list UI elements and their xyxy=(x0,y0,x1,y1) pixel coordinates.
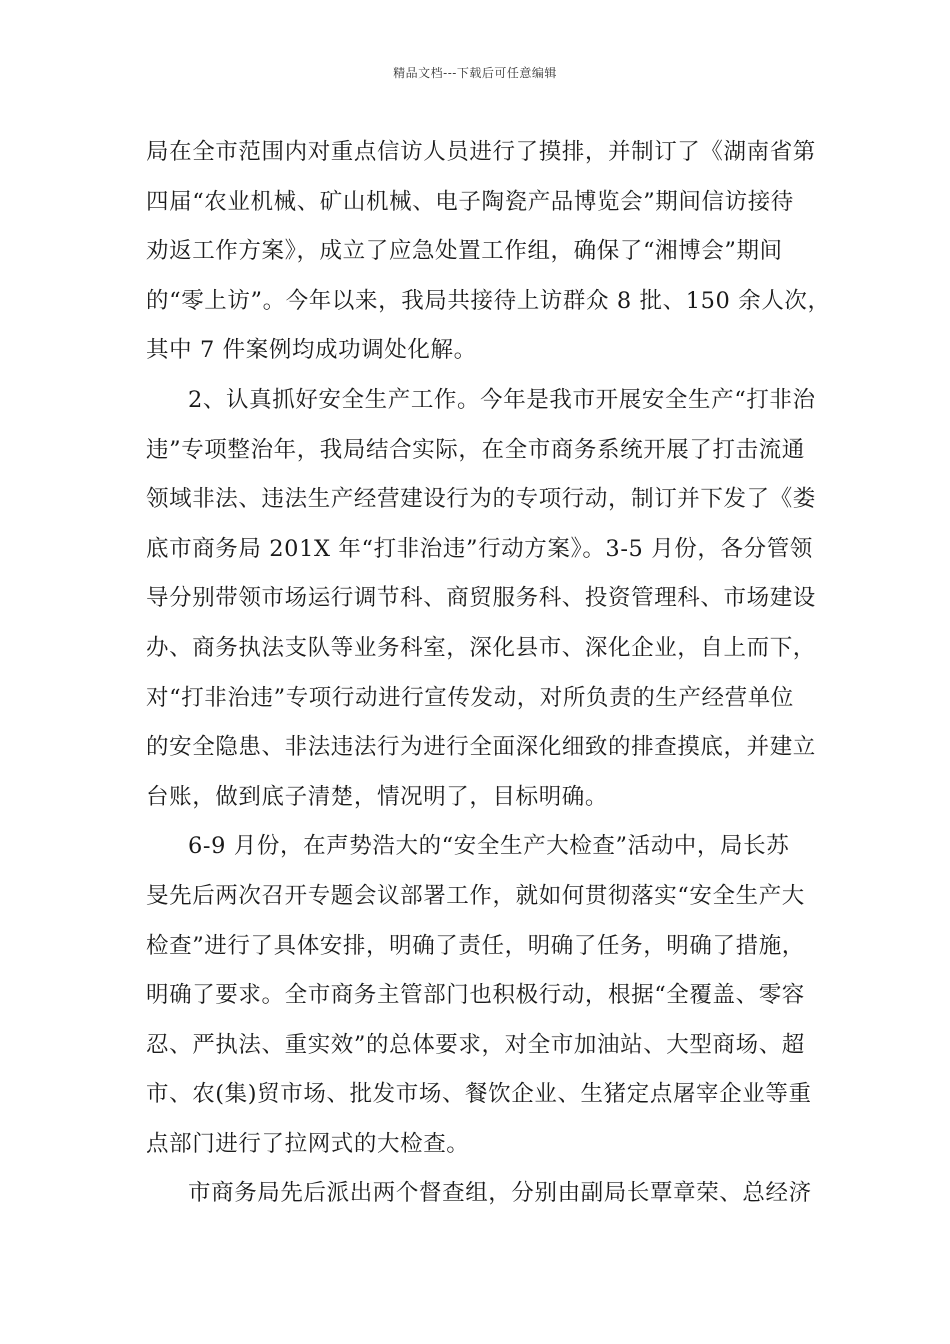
text-line: 违”专项整治年，我局结合实际，在全市商务系统开展了打击流通 xyxy=(146,436,805,463)
text-line: 办、商务执法支队等业务科室，深化县市、深化企业，自上而下， xyxy=(146,634,816,661)
text-line: 的安全隐患、非法违法行为进行全面深化细致的排查摸底，并建立 xyxy=(146,734,816,761)
paragraph-start-line: 2、认真抓好安全生产工作。今年是我市开展安全生产“打非治 xyxy=(188,386,816,413)
text-line: 对“打非治违”专项行动进行宣传发动，对所负责的生产经营单位 xyxy=(146,684,794,711)
paragraph-start-line: 6-9 月份，在声势浩大的“安全生产大检查”活动中，局长苏 xyxy=(188,833,790,860)
page-header: 精品文档---下载后可任意编辑 xyxy=(393,66,557,80)
text-line: 劝返工作方案》，成立了应急处置工作组，确保了“湘博会”期间 xyxy=(146,238,783,265)
text-line: 底市商务局 201X 年“打非治违”行动方案》。3-5 月份，各分管领 xyxy=(146,535,813,562)
paragraph-start-line: 市商务局先后派出两个督查组，分别由副局长覃章荣、总经济 xyxy=(188,1180,812,1207)
document-body xyxy=(146,128,831,1219)
text-line: 领域非法、违法生产经营建设行为的专项行动，制订并下发了《娄 xyxy=(146,486,816,513)
text-line: 旻先后两次召开专题会议部署工作，就如何贯彻落实“安全生产大 xyxy=(146,882,805,909)
text-line: 导分别带领市场运行调节科、商贸服务科、投资管理科、市场建设 xyxy=(146,585,816,612)
text-line: 点部门进行了拉网式的大检查。 xyxy=(146,1130,470,1157)
text-line: 四届“农业机械、矿山机械、电子陶瓷产品博览会”期间信访接待 xyxy=(146,188,794,215)
text-line: 其中 7 件案例均成功调处化解。 xyxy=(146,337,477,364)
text-line: 的“零上访”。今年以来，我局共接待上访群众 8 批、150 余人次， xyxy=(146,287,831,314)
text-line: 检查”进行了具体安排，明确了责任，明确了任务，明确了措施， xyxy=(146,932,805,959)
text-line: 台账，做到底子清楚，情况明了，目标明确。 xyxy=(146,783,609,810)
text-line: 市、农(集)贸市场、批发市场、餐饮企业、生猪定点屠宰企业等重 xyxy=(146,1081,812,1108)
text-line: 局在全市范围内对重点信访人员进行了摸排，并制订了《湖南省第 xyxy=(146,139,816,165)
text-line: 明确了要求。全市商务主管部门也积极行动，根据“全覆盖、零容 xyxy=(146,982,805,1009)
text-line: 忍、严执法、重实效”的总体要求，对全市加油站、大型商场、超 xyxy=(146,1031,805,1058)
